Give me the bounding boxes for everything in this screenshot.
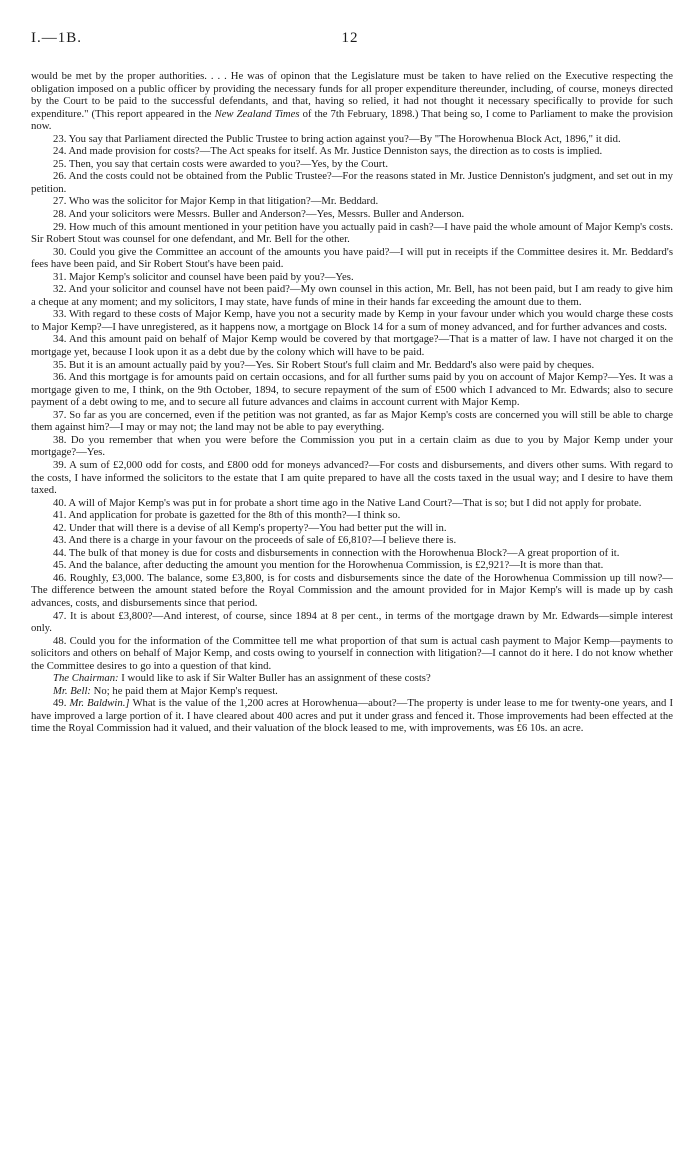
question-42: 42. Under that will there is a devise of all Kemp's property?—You had better put the will in.	[53, 521, 447, 534]
question-49	[31, 697, 673, 735]
question-47: 47. It is about £3,800?—And interest, of course, since 1894 at 8 per cent., in terms of the mortgage drawn by Mr. Edwards—simple interest only.	[31, 609, 673, 635]
question-text: What is the value of the 1,200 acres at Horowhenua—about?—The property is under lease to me for twenty-one years, and I have improved a large portion of it. I have cleared about 400 acres and put it under grass and fenced it. Those improvements had been effected at the time the Royal Commission had it valued, and their valuation of the block leased to me, with improvements, was £6 10s. an acre.	[31, 697, 673, 735]
bell-remark	[31, 685, 673, 698]
speaker-name: Mr. Bell:	[53, 684, 91, 697]
question-38: 38. Do you remember that when you were before the Commission you put in a certain claim as due to you by Major Kemp under your mortgage?—Yes.	[31, 433, 673, 459]
question-23: 23. You say that Parliament directed the Public Trustee to bring action against you?—By "The Horowhenua Block Act, 1896," it did.	[53, 132, 621, 145]
question-40: 40. A will of Major Kemp's was put in for probate a short time ago in the Native Land Court?—That is so; but I did not apply for probate.	[53, 496, 642, 509]
page-header	[31, 30, 669, 52]
question-27: 27. Who was the solicitor for Major Kemp in that litigation?—Mr. Beddard.	[53, 195, 379, 208]
newspaper-title: New Zealand Times	[214, 107, 300, 120]
question-45: 45. And the balance, after deducting the amount you mention for the Horowhenua Commission, is £2,921?—It is more than that.	[53, 559, 604, 572]
speaker-name: Mr. Baldwin.]	[69, 697, 130, 710]
question-25: 25. Then, you say that certain costs were awarded to you?—Yes, by the Court.	[53, 157, 389, 170]
question-33: 33. With regard to these costs of Major Kemp, have you not a security made by Kemp in your favour under which you would charge these costs to Major Kemp?—I have unregistered, as it happens now, a mortgage on Block 14 for a sum of money advanced, and for further advances and costs.	[31, 308, 673, 333]
remark-text: I would like to ask if Sir Walter Buller has an assignment of these costs?	[121, 672, 431, 685]
page-number: 12	[341, 30, 359, 46]
question-number: 49.	[53, 697, 70, 710]
question-44: 44. The bulk of that money is due for costs and disbursements in connection with the Horowhenua Block?—A great proportion of it.	[53, 546, 620, 559]
question-32: 32. And your solicitor and counsel have not been paid?—My own counsel in this action, Mr. Bell, has not been paid, but I am ready to give him a cheque at any moment; and my solicitors, I may state, have funds of mine in their hands far exceeding the amount due to them.	[31, 283, 673, 308]
question-29: 29. How much of this amount mentioned in your petition have you actually paid in cash?—I have paid the whole amount of Major Kemp's costs. Sir Robert Stout was counsel for one defendant, and Mr. Bell for the other.	[31, 220, 673, 246]
question-30: 30. Could you give the Committee an account of the amounts you have paid?—I will put in receipts if the Committee desires it. Mr. Beddard's fees have been paid, and Sir Robert Stout's have been paid.	[31, 245, 673, 271]
question-39: 39. A sum of £2,000 odd for costs, and £800 odd for moneys advanced?—For costs and disbursements, and divers other sums. With regard to the costs, I have informed the solicitors to the estate that I am quite prepared to have all the costs taxed in the usual way; and I desire to have them taxed.	[31, 458, 673, 497]
paragraph-text: of the 7th February, 1898.) That being so, I come to Parliament to make the provision now.	[31, 107, 674, 133]
question-48: 48. Could you for the information of the Committee tell me what proportion of that sum is actual cash payment to Major Kemp—payments to solicitors and others on behalf of Major Kemp, and costs owing to yourself in connection with litigation?—I cannot do it here. I do not know whether the Committee desires to go into a question of that kind.	[31, 634, 673, 672]
question-26: 26. And the costs could not be obtained from the Public Trustee?—For the reasons stated in Mr. Justice Denniston's judgment, and set out in my petition.	[31, 170, 673, 195]
remark-text: No; he paid them at Major Kemp's request.	[93, 684, 278, 697]
question-34: 34. And this amount paid on behalf of Major Kemp would be covered by that mortgage?—That is a matter of law. I have not charged it on the mortgage yet, because I look upon it as a debt due by the colony which will have to be paid.	[31, 333, 673, 359]
question-46: 46. Roughly, £3,000. The balance, some £3,800, is for costs and disbursements since the date of the Horowhenua Commission up till now?—The difference between the amount stated before the Royal Commission and the amount provided for in Major Kemp's will is made up by cash advances, costs, and disbursements since that period.	[31, 571, 673, 609]
paragraph-continuation	[31, 70, 673, 133]
question-28: 28. And your solicitors were Messrs. Buller and Anderson?—Yes, Messrs. Buller and Anderson.	[53, 208, 465, 221]
question-36: 36. And this mortgage is for amounts paid on certain occasions, and for all further sums paid by you on account of Major Kemp?—Yes. It was a mortgage given to me, I think, on the 9th October, 1894, to secure repayment of the sum of £500 which I advanced to Mr. Edwards; also to secure payment of a debt owing to me, and to secure all future advances and claims in account current with Major Kemp.	[31, 371, 673, 409]
chairman-remark	[31, 672, 673, 685]
question-41: 41. And application for probate is gazetted for the 8th of this month?—I think so.	[53, 509, 401, 522]
question-31: 31. Major Kemp's solicitor and counsel have been paid by you?—Yes.	[53, 270, 354, 283]
question-24: 24. And made provision for costs?—The Act speaks for itself. As Mr. Justice Denniston says, the direction as to costs is implied.	[53, 145, 603, 158]
paragraph-text: would be met by the proper authorities. . . . He was of opinon that the Legislature must be taken to have relied on the Executive respecting the obligation imposed on a public officer by providing the necessary funds for all proper expenditure thereunder, including, of course, moneys directed by the Court to be paid to the successful defendants, and that, having so relied, it had not thought it necessary specifically to provide for such expenditure." (This report appeared in the	[31, 70, 673, 120]
page-body	[31, 70, 673, 735]
question-35: 35. But it is an amount actually paid by you?—Yes. Sir Robert Stout's full claim and Mr. Beddard's also were paid by cheques.	[53, 358, 595, 371]
speaker-name: The Chairman:	[53, 672, 119, 685]
question-37: 37. So far as you are concerned, even if the petition was not granted, as far as Major Kemp's costs are concerned you will still be able to charge them against him?—I may or may not; the land may not be able to pay everything.	[31, 408, 673, 434]
paper-reference: I.—1B.	[31, 30, 82, 46]
question-43: 43. And there is a charge in your favour on the proceeds of sale of £6,810?—I believe there is.	[53, 534, 457, 547]
